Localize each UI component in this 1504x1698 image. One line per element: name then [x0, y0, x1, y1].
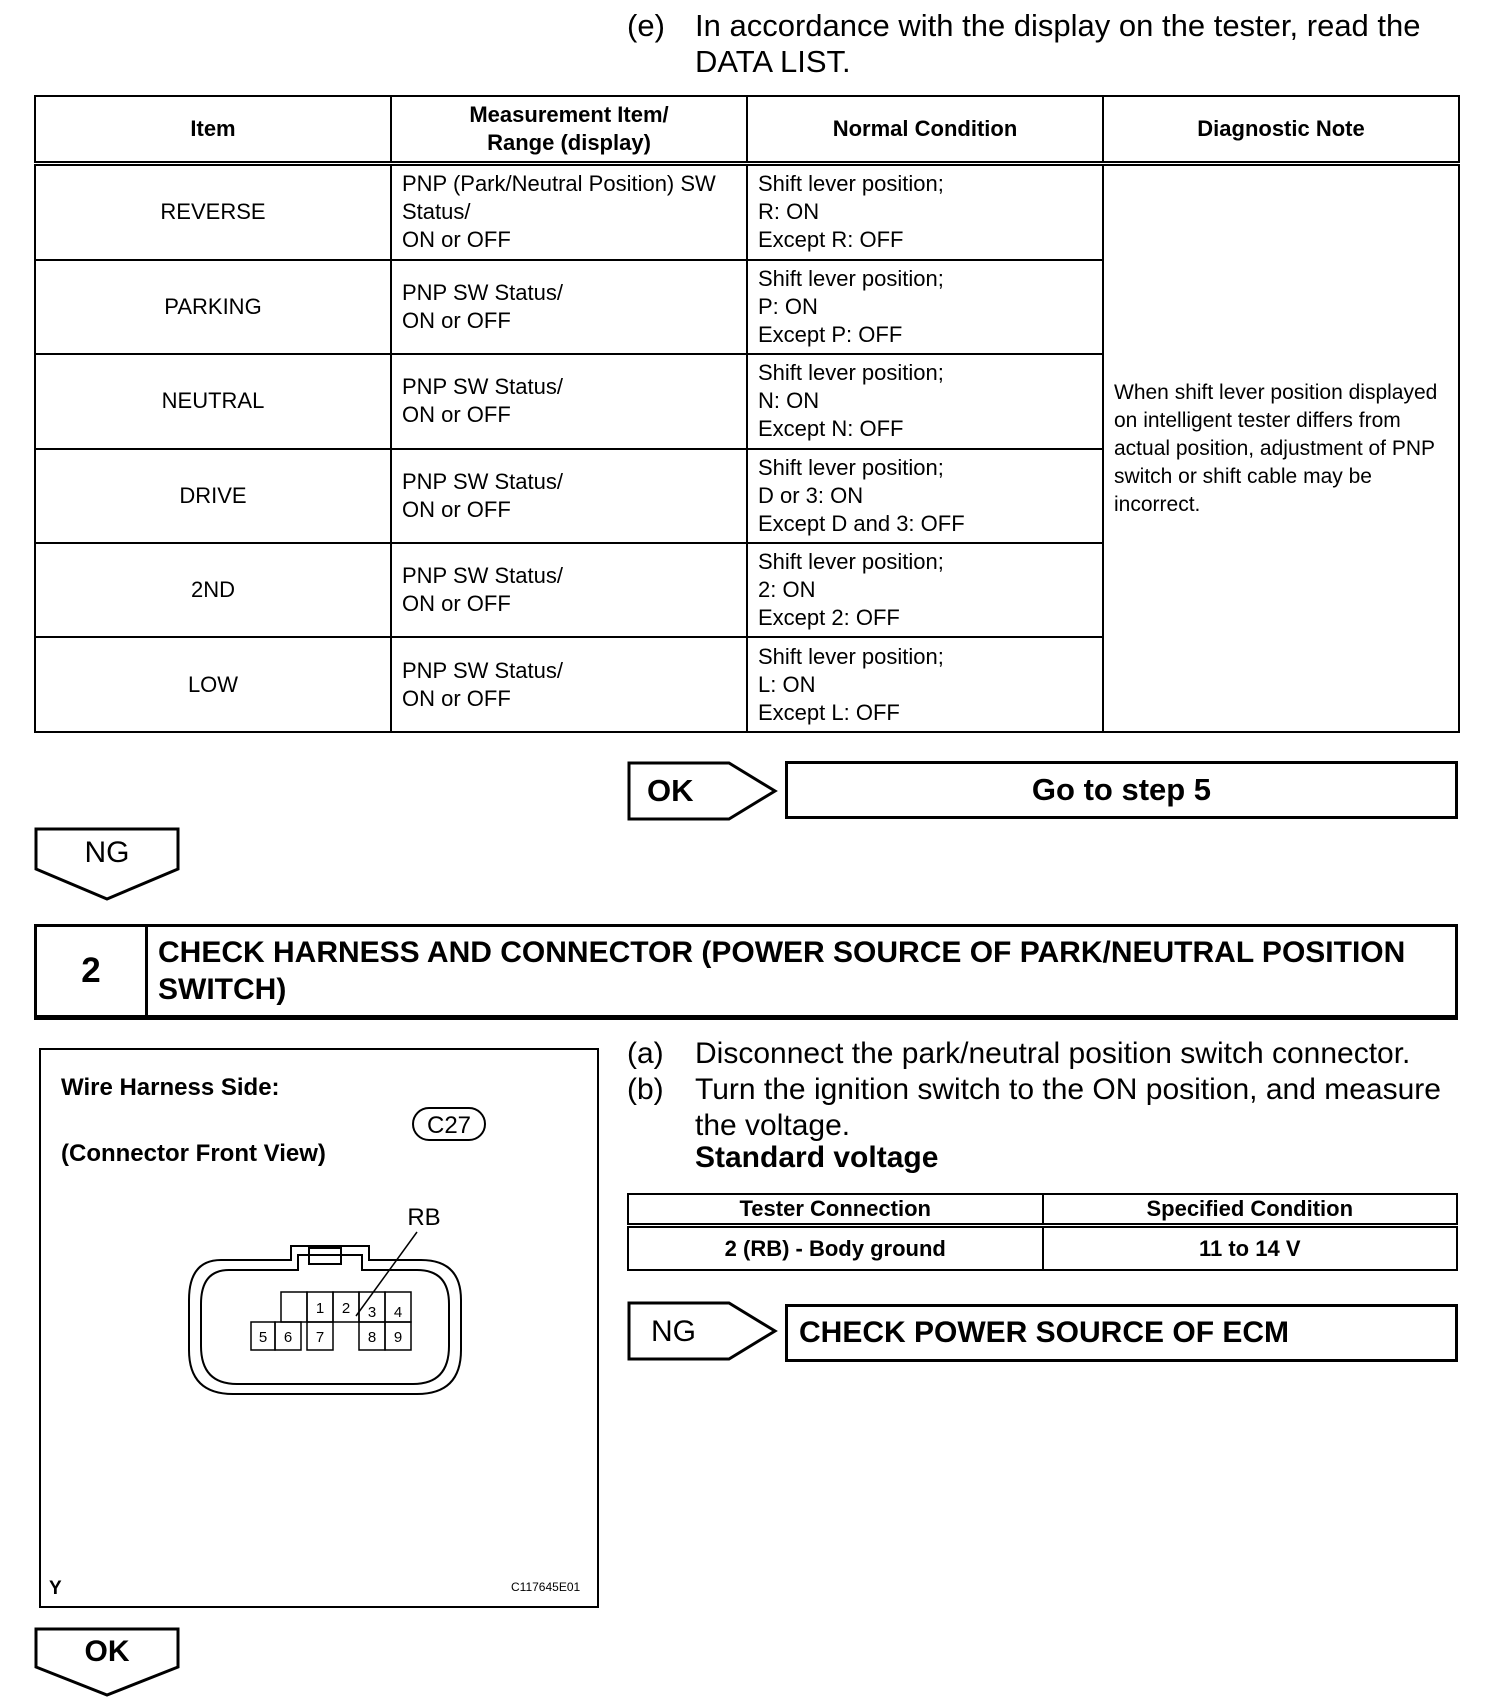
condition-cell: Shift lever position; D or 3: ON Except D and 3: OFF	[747, 449, 1103, 543]
figure-title: Wire Harness Side:	[61, 1074, 280, 1101]
pin-number: 8	[367, 1329, 377, 1346]
step-label: (e)	[627, 8, 665, 43]
pin-number: 1	[315, 1300, 325, 1317]
measurement-cell: PNP SW Status/ ON or OFF	[391, 354, 747, 448]
pin-number: 9	[393, 1329, 403, 1346]
item-cell: 2ND	[35, 543, 391, 637]
ng-label: NG	[651, 1315, 696, 1348]
instruction-label: (a)	[627, 1037, 664, 1070]
ok-label: OK	[647, 773, 694, 808]
connector-housing-outer	[189, 1246, 461, 1394]
ng-down-arrow	[34, 827, 182, 903]
measurement-cell: PNP SW Status/ ON or OFF	[391, 543, 747, 637]
header-tester-connection: Tester Connection	[628, 1194, 1043, 1226]
pin-cell	[281, 1292, 307, 1322]
condition-cell: Shift lever position; R: ON Except R: OFF	[747, 164, 1103, 260]
leader-line	[356, 1232, 417, 1316]
pin-number: 4	[393, 1304, 403, 1321]
measurement-cell: PNP SW Status/ ON or OFF	[391, 260, 747, 354]
table-row	[35, 164, 1459, 260]
measurement-cell: PNP (Park/Neutral Position) SW Status/ ON or OFF	[391, 164, 747, 260]
instruction-b	[627, 1072, 1458, 1144]
connector-id: C27	[426, 1112, 472, 1139]
condition-cell: Shift lever position; 2: ON Except 2: OFF	[747, 543, 1103, 637]
instruction-a	[627, 1036, 1458, 1072]
tester-connection-cell: 2 (RB) - Body ground	[628, 1226, 1043, 1271]
ok-label: OK	[84, 1635, 130, 1668]
table-header-row	[35, 96, 1459, 164]
header-measurement: Measurement Item/ Range (display)	[391, 96, 747, 164]
header-note: Diagnostic Note	[1103, 96, 1459, 164]
ng-label: NG	[84, 836, 130, 869]
condition-cell: Shift lever position; L: ON Except L: OFF	[747, 637, 1103, 732]
instruction-label: (b)	[627, 1073, 664, 1106]
ok-down-arrow	[34, 1627, 182, 1697]
pin-number: 6	[283, 1329, 293, 1346]
specified-condition-cell: 11 to 14 V	[1043, 1226, 1458, 1271]
measurement-cell: PNP SW Status/ ON or OFF	[391, 637, 747, 732]
item-cell: LOW	[35, 637, 391, 732]
data-list-table	[34, 95, 1460, 733]
header-specified-condition: Specified Condition	[1043, 1194, 1458, 1226]
step-text: In accordance with the display on the tester, read the DATA LIST.	[695, 8, 1421, 79]
pin-number: 7	[315, 1329, 325, 1346]
item-cell: REVERSE	[35, 164, 391, 260]
wire-color-label: RB	[407, 1204, 441, 1231]
item-cell: PARKING	[35, 260, 391, 354]
table-row	[628, 1226, 1457, 1271]
measurement-cell: PNP SW Status/ ON or OFF	[391, 449, 747, 543]
standard-voltage-heading: Standard voltage	[695, 1141, 939, 1174]
go-to-step-box: Go to step 5	[785, 761, 1458, 819]
connector-housing-inner	[201, 1255, 449, 1384]
instruction-text: Turn the ignition switch to the ON position, and measure the voltage.	[695, 1073, 1441, 1142]
item-cell: NEUTRAL	[35, 354, 391, 448]
condition-cell: Shift lever position; N: ON Except N: OFF	[747, 354, 1103, 448]
connector-figure	[39, 1048, 599, 1608]
figure-subtitle: (Connector Front View)	[61, 1140, 326, 1167]
condition-cell: Shift lever position; P: ON Except P: OFF	[747, 260, 1103, 354]
figure-code: C117645E01	[511, 1580, 581, 1594]
pin-number: 2	[341, 1300, 351, 1317]
ok-arrow	[627, 761, 779, 823]
step-title: CHECK HARNESS AND CONNECTOR (POWER SOURCE OF PARK/NEUTRAL POSITION SWITCH)	[158, 936, 1406, 1006]
diagnostic-note-cell: When shift lever position displayed on intelligent tester differs from actual position, adjustment of PNP switch or shift cable may be incorrect.	[1103, 164, 1459, 733]
step-number: 2	[37, 927, 148, 1015]
header-condition: Normal Condition	[747, 96, 1103, 164]
standard-voltage-table	[627, 1193, 1458, 1271]
check-ecm-box: CHECK POWER SOURCE OF ECM	[785, 1304, 1458, 1362]
ng-arrow	[627, 1301, 779, 1363]
header-item: Item	[35, 96, 391, 164]
pin-number: 5	[258, 1329, 268, 1346]
pin-number: 3	[367, 1304, 377, 1321]
connector-drawing	[41, 1050, 597, 1606]
step-2-header	[34, 924, 1458, 1020]
item-cell: DRIVE	[35, 449, 391, 543]
instruction-text: Disconnect the park/neutral position switch connector.	[695, 1037, 1411, 1070]
corner-label: Y	[49, 1578, 62, 1599]
table-header-row	[628, 1194, 1457, 1226]
